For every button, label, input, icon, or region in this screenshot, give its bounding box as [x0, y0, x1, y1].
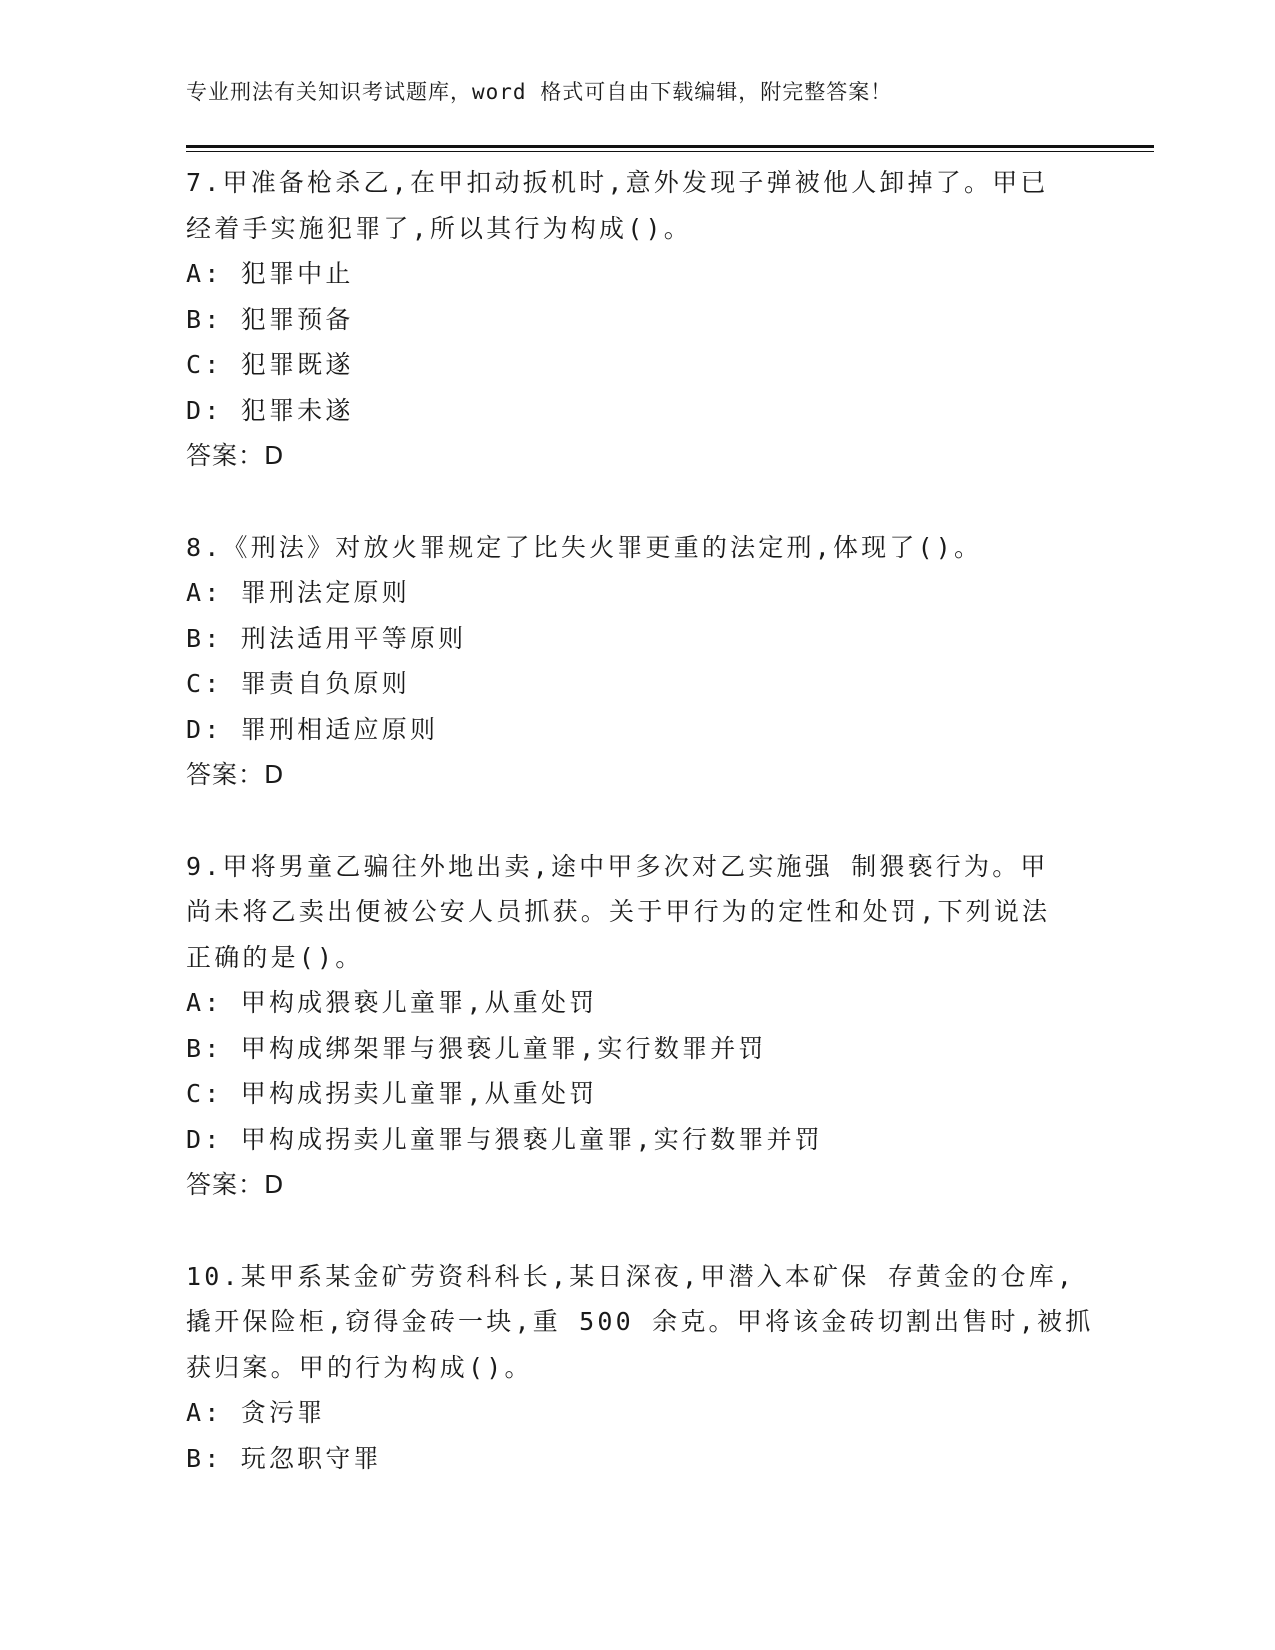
option-b: B: 刑法适用平等原则	[186, 623, 467, 653]
option-c: C: 罪责自负原则	[186, 669, 410, 698]
question-10	[186, 1254, 1094, 1482]
answer: 答案：D	[186, 441, 285, 470]
question-text: 9.甲将男童乙骗往外地出卖,途中甲多次对乙实施强 制猥亵行为。甲	[186, 851, 1049, 881]
question-text: 经着手实施犯罪了,所以其行为构成()。	[186, 213, 692, 243]
question-7	[186, 160, 1086, 479]
question-8	[186, 525, 1086, 798]
option-b: B: 甲构成绑架罪与猥亵儿童罪,实行数罪并罚	[186, 1033, 767, 1063]
option-b: B: 玩忽职守罪	[186, 1443, 382, 1473]
question-text: 正确的是()。	[186, 942, 364, 972]
question-text: 8.《刑法》对放火罪规定了比失火罪更重的法定刑,体现了()。	[186, 532, 983, 562]
answer: 答案：D	[186, 1170, 285, 1199]
option-d: D: 甲构成拐卖儿童罪与猥亵儿童罪,实行数罪并罚	[186, 1124, 824, 1154]
option-d: D: 罪刑相适应原则	[186, 714, 439, 744]
header-rule-thin	[186, 151, 1154, 152]
option-c: C: 甲构成拐卖儿童罪,从重处罚	[186, 1079, 598, 1108]
question-text: 尚未将乙卖出便被公安人员抓获。关于甲行为的定性和处罚,下列说法	[186, 897, 1051, 926]
answer: 答案：D	[186, 760, 285, 789]
header-rule-thick	[186, 145, 1154, 148]
page-header: 专业刑法有关知识考试题库，word 格式可自由下载编辑，附完整答案！	[186, 80, 893, 104]
question-text: 获归案。甲的行为构成()。	[186, 1352, 533, 1382]
option-a: A: 贪污罪	[186, 1398, 326, 1427]
question-9	[186, 844, 1086, 1208]
option-b: B: 犯罪预备	[186, 304, 354, 334]
option-a: A: 甲构成猥亵儿童罪,从重处罚	[186, 988, 598, 1017]
option-d: D: 犯罪未遂	[186, 395, 354, 425]
question-text: 撬开保险柜,窃得金砖一块,重 500 余克。甲将该金砖切割出售时,被抓	[186, 1307, 1094, 1336]
option-a: A: 犯罪中止	[186, 259, 354, 288]
option-c: C: 犯罪既遂	[186, 350, 354, 379]
question-text: 7.甲准备枪杀乙,在甲扣动扳机时,意外发现子弹被他人卸掉了。甲已	[186, 168, 1049, 197]
question-list	[186, 160, 1094, 1527]
question-text: 10.某甲系某金矿劳资科科长,某日深夜,甲潜入本矿保 存黄金的仓库,	[186, 1261, 1076, 1291]
option-a: A: 罪刑法定原则	[186, 578, 410, 607]
